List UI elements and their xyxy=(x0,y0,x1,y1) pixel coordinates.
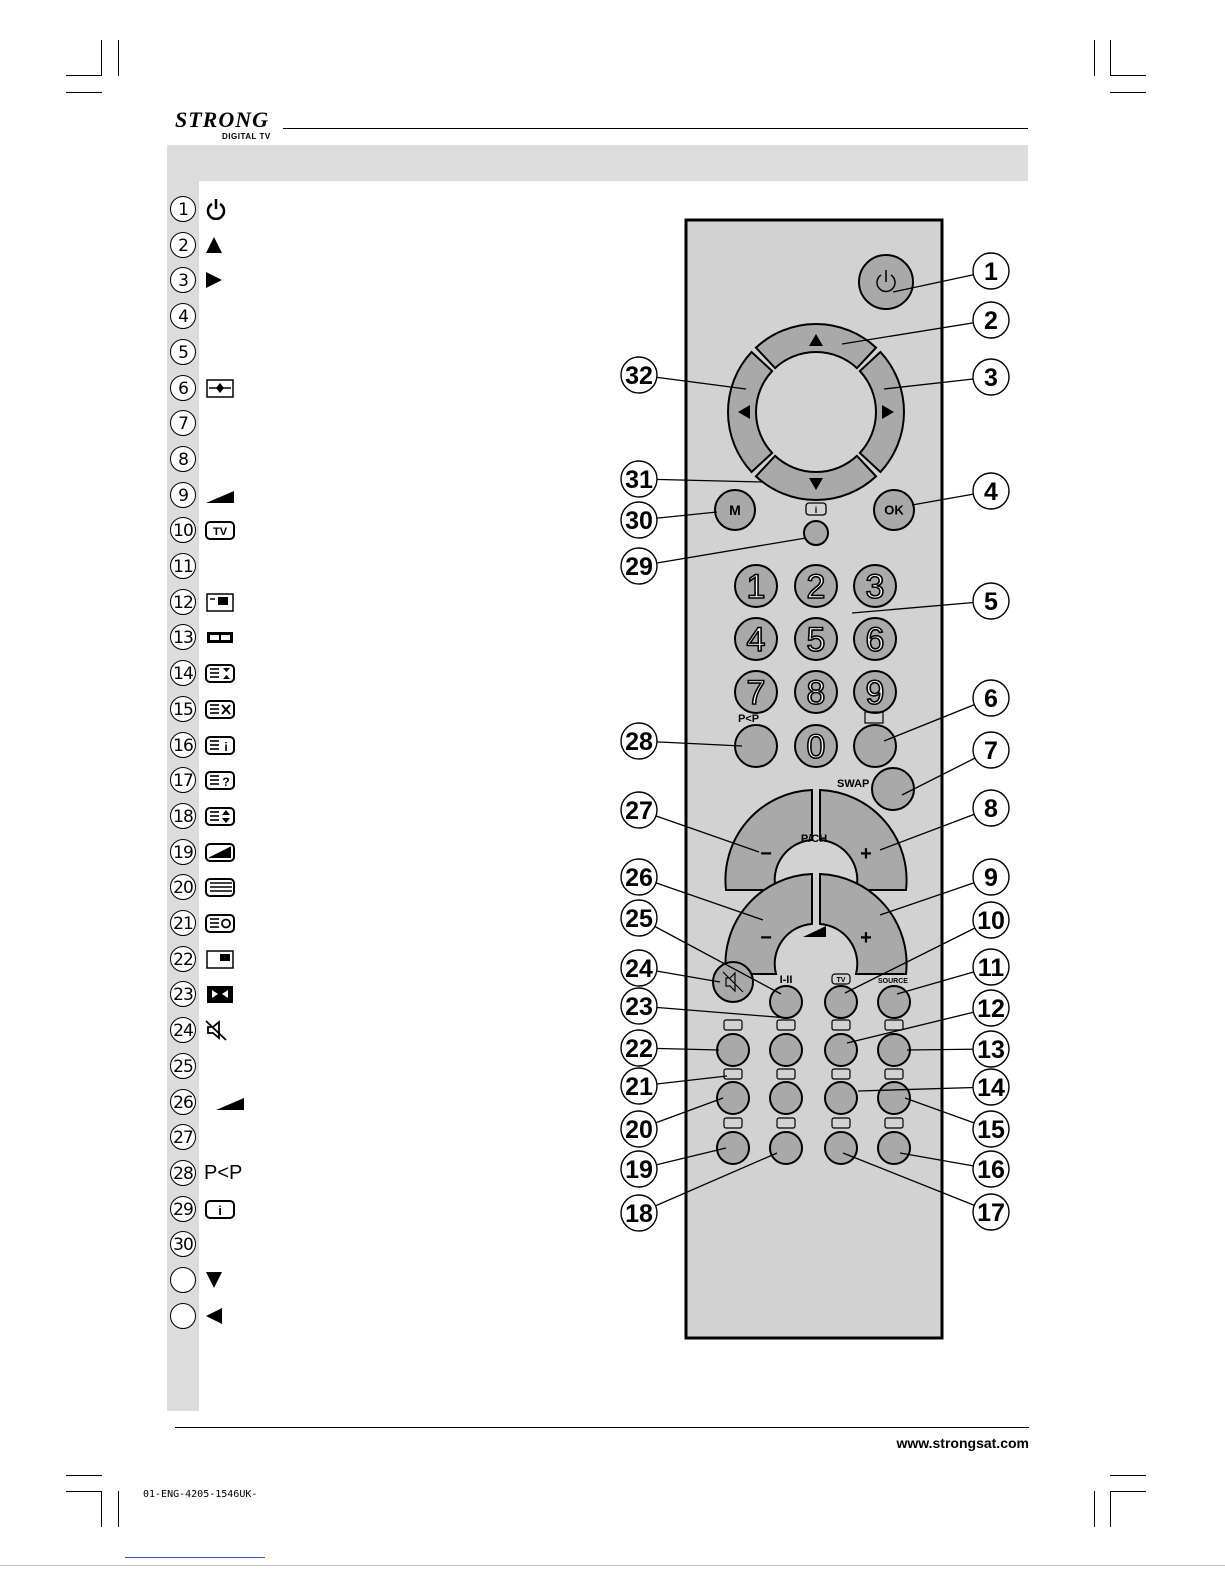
legend-number xyxy=(170,1267,196,1293)
teletext-reveal-icon xyxy=(204,767,236,793)
info-button[interactable] xyxy=(804,521,828,545)
page-bottom-rule xyxy=(0,1565,1225,1566)
legend-number: 10 xyxy=(170,517,196,543)
svg-text:TV: TV xyxy=(212,526,228,538)
legend-number: 4 xyxy=(170,303,196,329)
digit-label: 1 xyxy=(746,568,766,606)
crop-mark xyxy=(1110,92,1146,93)
teletext-hold-button[interactable] xyxy=(770,1082,802,1114)
callout-number: 20 xyxy=(625,1116,653,1144)
crop-mark xyxy=(1110,75,1146,76)
legend-number: 25 xyxy=(170,1053,196,1079)
crop-mark xyxy=(1110,1491,1111,1527)
source-label: SOURCE xyxy=(878,978,908,985)
teletext-index-icon xyxy=(204,732,236,758)
crop-mark xyxy=(66,92,102,93)
callout-number: 28 xyxy=(625,728,653,756)
website-link[interactable]: www.strongsat.com xyxy=(896,1435,1029,1451)
teletext-icon xyxy=(204,874,236,900)
legend-number: 9 xyxy=(170,482,196,508)
pip-position-icon xyxy=(204,589,236,615)
callout-number: 21 xyxy=(625,1073,653,1101)
teletext-cancel-icon xyxy=(204,696,236,722)
callout-number: 6 xyxy=(984,685,998,713)
power-icon xyxy=(204,196,236,222)
callout-number: 25 xyxy=(625,905,653,933)
legend-number: 21 xyxy=(170,910,196,936)
digit-label: 0 xyxy=(806,728,826,766)
legend-number: 17 xyxy=(170,767,196,793)
crop-mark xyxy=(66,1491,102,1492)
info-icon-letter: i xyxy=(814,505,818,515)
digit-label: 6 xyxy=(865,621,885,659)
callout-number: 2 xyxy=(984,307,998,335)
picture-format-button[interactable] xyxy=(854,725,896,767)
digit-label: 9 xyxy=(865,674,885,712)
pap-button[interactable] xyxy=(878,1034,910,1066)
triangle-up-icon xyxy=(204,232,236,258)
dual-sound-label: I-II xyxy=(779,974,793,986)
callout-number: 17 xyxy=(977,1199,1005,1227)
pip-button[interactable] xyxy=(717,1034,749,1066)
callout-number: 32 xyxy=(625,362,653,390)
crop-mark xyxy=(101,40,102,76)
triangle-down-icon xyxy=(204,1267,236,1293)
svg-text:i: i xyxy=(224,740,228,754)
triangle-left-icon xyxy=(204,1303,236,1329)
remote-control-diagram xyxy=(600,200,1060,1360)
legend-number: 20 xyxy=(170,874,196,900)
digit-label: 4 xyxy=(746,621,766,659)
crop-mark xyxy=(118,1491,119,1527)
header-rule xyxy=(283,128,1028,129)
callout-number: 24 xyxy=(625,955,653,983)
channel-down-button-sign: − xyxy=(760,843,772,865)
legend-number: 12 xyxy=(170,589,196,615)
callout-number: 4 xyxy=(984,478,998,506)
callout-number: 12 xyxy=(977,995,1005,1023)
pch-label: P/CH xyxy=(800,833,828,845)
volume-down-button-sign: − xyxy=(760,927,772,949)
callout-number: 26 xyxy=(625,864,653,892)
pap-icon xyxy=(204,624,236,650)
legend-text-label: P<P xyxy=(204,1161,243,1184)
callout-number: 1 xyxy=(984,258,998,286)
menu-button-label: M xyxy=(729,502,741,519)
teletext-expand-icon xyxy=(204,803,236,829)
legend-number: 24 xyxy=(170,1017,196,1043)
swap-label: SWAP xyxy=(837,778,870,790)
title-band xyxy=(167,145,1028,181)
picture-format-icon xyxy=(204,375,236,401)
callout-number: 29 xyxy=(625,553,653,581)
pp-label: P<P xyxy=(738,713,760,725)
tv-icon-label: TV xyxy=(836,977,846,984)
callout-number: 30 xyxy=(625,507,653,535)
legend-number: 27 xyxy=(170,1124,196,1150)
teletext-mix-icon xyxy=(204,839,236,865)
callout-number: 8 xyxy=(984,795,998,823)
legend-number: 5 xyxy=(170,339,196,365)
brand-logo: STRONG xyxy=(175,107,270,132)
legend-number: 15 xyxy=(170,696,196,722)
volume-up-button-sign: + xyxy=(860,927,872,949)
teletext-hold-icon xyxy=(204,910,236,936)
ok-button-label: OK xyxy=(884,502,904,518)
callout-number: 7 xyxy=(984,737,998,765)
callout-number: 3 xyxy=(984,364,998,392)
legend-number: 22 xyxy=(170,946,196,972)
teletext-mix-button[interactable] xyxy=(717,1132,749,1164)
pip-position-button[interactable] xyxy=(825,1034,857,1066)
swap-button[interactable] xyxy=(872,768,914,810)
legend-number: 19 xyxy=(170,839,196,865)
tv-button[interactable] xyxy=(825,986,857,1018)
legend-number: 26 xyxy=(170,1089,196,1115)
svg-text:?: ? xyxy=(222,775,230,789)
crop-mark xyxy=(1110,1475,1146,1476)
legend-number: 1 xyxy=(170,196,196,222)
callout-number: 11 xyxy=(977,954,1005,982)
hyperlink-underline xyxy=(125,1557,265,1558)
legend-number xyxy=(170,1303,196,1329)
digit-label: 8 xyxy=(806,674,826,712)
legend-number: 8 xyxy=(170,446,196,472)
crop-mark xyxy=(1110,40,1111,76)
document-code: 01-ENG-4205-1546UK- xyxy=(143,1489,258,1500)
teletext-size-button[interactable] xyxy=(825,1082,857,1114)
crop-mark xyxy=(118,40,119,76)
callout-number: 14 xyxy=(977,1074,1005,1102)
digit-label: 3 xyxy=(865,568,885,606)
callout-number: 22 xyxy=(625,1035,653,1063)
crop-mark xyxy=(66,75,102,76)
legend-number: 30 xyxy=(170,1231,196,1257)
legend-number: 29 xyxy=(170,1196,196,1222)
legend-number: 14 xyxy=(170,660,196,686)
legend-number: 18 xyxy=(170,803,196,829)
freeze-button[interactable] xyxy=(770,1034,802,1066)
legend-strip xyxy=(167,181,199,1411)
teletext-expand-button[interactable] xyxy=(770,1132,802,1164)
digit-label: 7 xyxy=(746,674,766,712)
legend-number: 13 xyxy=(170,624,196,650)
crop-mark xyxy=(1094,40,1095,76)
info-icon xyxy=(204,1196,236,1222)
teletext-size-icon xyxy=(204,660,236,686)
digit-label: 5 xyxy=(806,621,826,659)
svg-text:i: i xyxy=(218,1203,222,1218)
crop-mark xyxy=(1110,1491,1146,1492)
brand-subtitle: DIGITAL TV xyxy=(222,132,271,141)
volume-wedge-icon xyxy=(214,1089,246,1115)
crop-mark xyxy=(1094,1491,1095,1527)
freeze-icon xyxy=(204,981,236,1007)
legend-number: 7 xyxy=(170,410,196,436)
source-button[interactable] xyxy=(878,986,910,1018)
tv-icon xyxy=(204,517,236,543)
volume-wedge-icon xyxy=(204,482,236,508)
crop-mark xyxy=(101,1491,102,1527)
callout-number: 23 xyxy=(625,993,653,1021)
callout-number: 18 xyxy=(625,1200,653,1228)
digit-label: 2 xyxy=(806,568,826,606)
callout-number: 31 xyxy=(625,466,653,494)
callout-number: 16 xyxy=(977,1156,1005,1184)
footer-rule xyxy=(175,1427,1029,1428)
legend-number: 16 xyxy=(170,732,196,758)
channel-up-button-sign: + xyxy=(860,843,872,865)
teletext-index-button[interactable] xyxy=(878,1132,910,1164)
callout-number: 27 xyxy=(625,797,653,825)
legend-number: 3 xyxy=(170,267,196,293)
crop-mark xyxy=(66,1475,102,1476)
legend-number: 23 xyxy=(170,981,196,1007)
teletext-reveal-button[interactable] xyxy=(825,1132,857,1164)
callout-number: 9 xyxy=(984,864,998,892)
callout-number: 15 xyxy=(977,1116,1005,1144)
callout-number: 5 xyxy=(984,588,998,616)
legend-number: 11 xyxy=(170,553,196,579)
legend-number: 28 xyxy=(170,1160,196,1186)
callout-number: 19 xyxy=(625,1156,653,1184)
callout-number: 13 xyxy=(977,1036,1005,1064)
mute-icon xyxy=(204,1017,236,1043)
legend-number: 2 xyxy=(170,232,196,258)
triangle-right-icon xyxy=(204,267,236,293)
callout-number: 10 xyxy=(977,907,1005,935)
legend-number: 6 xyxy=(170,375,196,401)
pip-icon xyxy=(204,946,236,972)
